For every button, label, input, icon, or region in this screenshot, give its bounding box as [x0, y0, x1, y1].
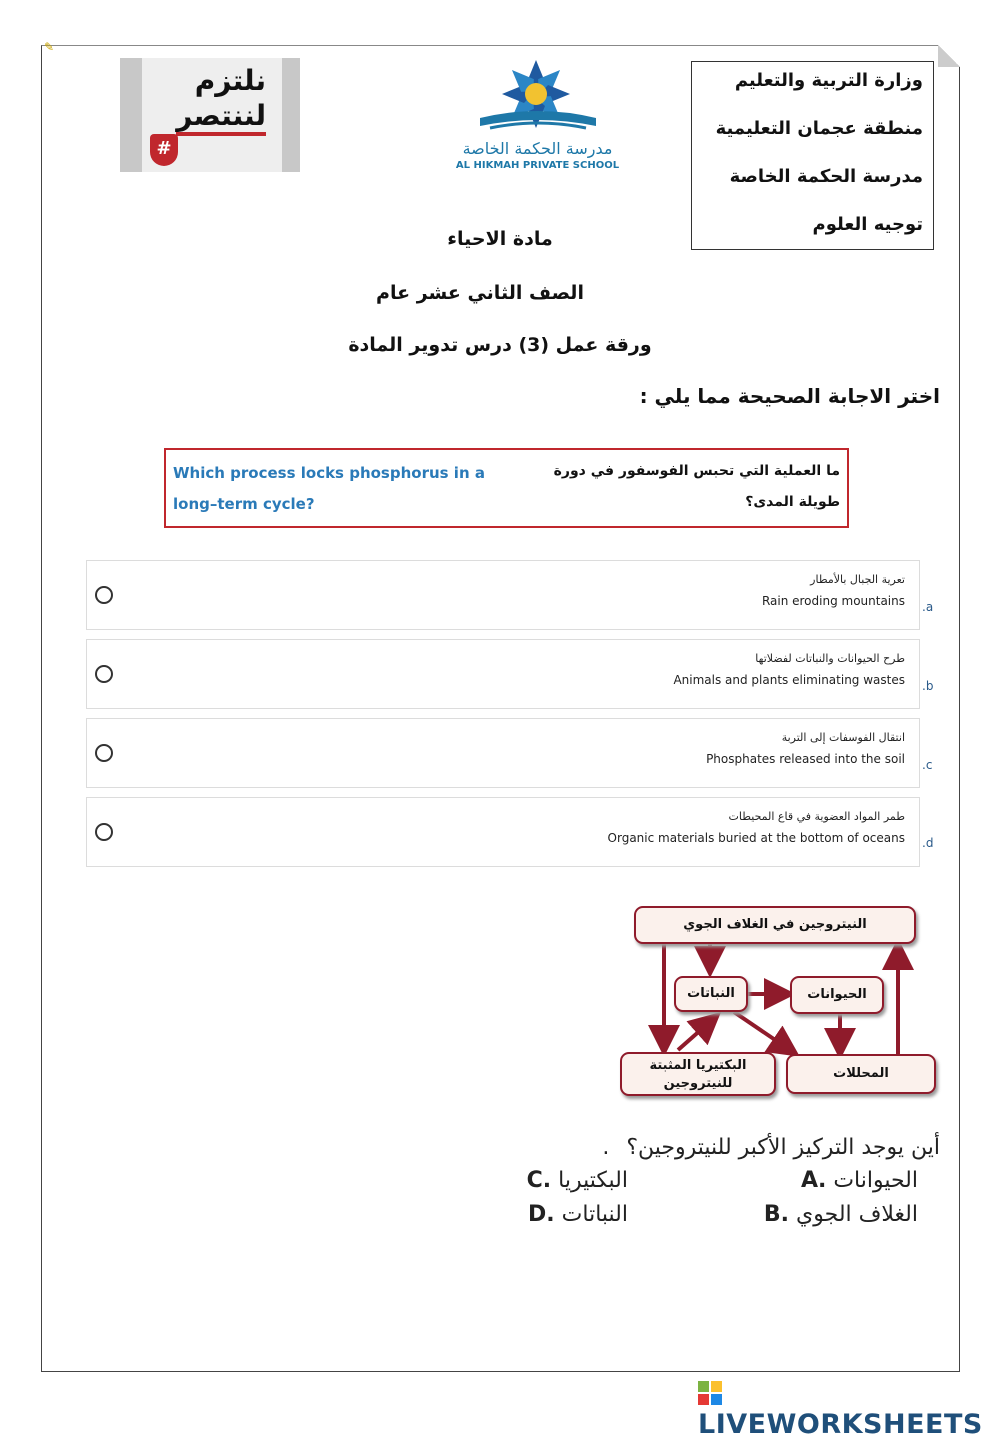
worksheet-title: ورقة عمل (3) درس تدوير المادة [348, 334, 652, 356]
option-b-arabic: طرح الحيوانات والنباتات لفضلاتها [755, 652, 905, 665]
answer-option-b[interactable] [86, 639, 920, 709]
question-box [164, 448, 849, 528]
ministry-line-1: وزارة التربية والتعليم [734, 70, 923, 91]
pin-icon: ✎ [44, 40, 55, 54]
ministry-line-4: توجيه العلوم [812, 214, 923, 235]
liveworksheets-logo[interactable] [698, 1378, 1000, 1440]
mcq-option-d-text: النباتات [561, 1202, 628, 1227]
option-d-english: Organic materials buried at the bottom of oceans [607, 831, 905, 845]
box-atmosphere-nitrogen: النيتروجين في الغلاف الجوي [634, 906, 916, 944]
answer-option-c[interactable] [86, 718, 920, 788]
nitrogen-cycle-diagram [618, 900, 940, 1100]
mcq-option-a-text: الحيوانات [833, 1168, 918, 1193]
mcq-option-c[interactable] [527, 1168, 628, 1193]
mcq-option-d-letter: .D [528, 1202, 555, 1227]
liveworksheets-brand-text: LIVEWORKSHEETS [698, 1409, 983, 1440]
hashtag-shield-icon: # [150, 134, 178, 166]
slogan-line-1: نلتزم [194, 64, 266, 97]
mcq-option-d[interactable] [528, 1202, 628, 1227]
subject-title: مادة الاحياء [447, 228, 553, 250]
box-plants: النباتات [674, 976, 748, 1012]
mcq-question [602, 1135, 940, 1160]
grade-title: الصف الثاني عشر عام [376, 282, 584, 304]
slogan-bar-right [282, 58, 300, 172]
radio-button-c[interactable] [95, 744, 113, 762]
box-animals: الحيوانات [790, 976, 884, 1014]
option-a-arabic: تعرية الجبال بالأمطار [810, 573, 905, 586]
school-emblem-icon [450, 56, 625, 141]
slogan-line-2: لننتصر [176, 100, 266, 136]
mcq-option-b-text: الغلاف الجوي [796, 1202, 918, 1227]
mcq-question-text: أين يوجد التركيز الأكبر للنيتروجين؟ [626, 1135, 940, 1160]
mcq-option-b-letter: .B [763, 1202, 790, 1227]
instruction-text: اختر الاجابة الصحيحة مما يلي : [639, 384, 940, 408]
ministry-line-2: منطقة عجمان التعليمية [715, 118, 923, 139]
answer-option-a[interactable] [86, 560, 920, 630]
liveworksheets-grid-icon [698, 1381, 722, 1405]
arrow-plants-to-decomposers [734, 1012, 790, 1050]
mcq-option-a[interactable] [801, 1168, 918, 1193]
page-fold-corner [938, 45, 960, 67]
option-b-letter: .b [922, 679, 934, 693]
answer-option-d[interactable] [86, 797, 920, 867]
box-decomposers: المحللات [786, 1054, 936, 1094]
question-arabic: ما العملية التي تحبس الفوسفور في دورة طويلة المدى؟ [553, 463, 840, 510]
option-a-english: Rain eroding mountains [761, 594, 905, 608]
mcq-option-c-letter: .C [526, 1168, 552, 1193]
school-logo [450, 56, 625, 176]
radio-button-a[interactable] [95, 586, 113, 604]
option-c-arabic: انتقال الفوسفات إلى التربة [781, 731, 905, 744]
school-name-arabic: مدرسة الحكمة الخاصة [462, 139, 613, 158]
radio-button-d[interactable] [95, 823, 113, 841]
option-c-english: Phosphates released into the soil [706, 752, 905, 766]
arrow-bacteria-to-plants [678, 1020, 712, 1050]
box-nitrogen-fixing-bacteria: البكتيريا المثبتة للنيتروجين [620, 1052, 776, 1096]
question-english: Which process locks phosphorus in a long–term cycle? [173, 464, 485, 513]
option-d-arabic: طمر المواد العضوية في قاع المحيطات [728, 810, 905, 823]
mcq-option-a-letter: .A [800, 1168, 827, 1193]
option-c-letter: .c [922, 758, 933, 772]
option-b-english: Animals and plants eliminating wastes [673, 673, 905, 687]
slogan-badge [120, 58, 300, 172]
school-name-english: AL HIKMAH PRIVATE SCHOOL [455, 160, 620, 171]
ministry-info-box [691, 61, 934, 250]
mcq-option-b[interactable] [764, 1202, 918, 1227]
option-a-letter: .a [922, 600, 934, 614]
mcq-bullet: . [602, 1135, 610, 1160]
radio-button-b[interactable] [95, 665, 113, 683]
slogan-bar-left [120, 58, 142, 172]
option-d-letter: .d [922, 836, 934, 850]
mcq-option-c-text: البكتيريا [558, 1168, 628, 1193]
ministry-line-3: مدرسة الحكمة الخاصة [729, 166, 923, 187]
